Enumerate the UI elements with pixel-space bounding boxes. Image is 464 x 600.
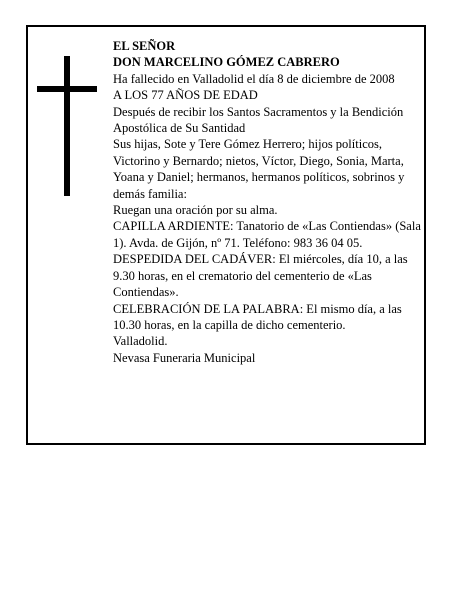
city-line: Valladolid.: [113, 334, 168, 349]
farewell-info: DESPEDIDA DEL CADÁVER: El miércoles, día 10, a las 9.30 horas, en el crematorio del cementerio de «Las Contiendas».: [113, 252, 408, 300]
family-list: Sus hijas, Sote y Tere Gómez Herrero; hijos políticos, Victorino y Bernardo; nietos, Víctor, Diego, Sonia, Marta, Yoana y Daniel; hermanos, hermanos políticos, sobrinos y demás familia:: [113, 137, 405, 201]
age-line: A LOS 77 AÑOS DE EDAD: [113, 88, 258, 103]
obituary-text: [113, 38, 423, 366]
celebration-info: CELEBRACIÓN DE LA PALABRA: El mismo día, a las 10.30 horas, en la capilla de dicho cementerio.: [113, 301, 402, 332]
sacraments-line: Después de recibir los Santos Sacramentos y la Bendición Apostólica de Su Santidad: [113, 104, 404, 136]
title-line-1: EL SEÑOR: [113, 39, 176, 53]
chapel-info: CAPILLA ARDIENTE: Tanatorio de «Las Contiendas» (Sala 1). Avda. de Gijón, nº 71. Teléfono: 983 36 04 05.: [113, 219, 421, 250]
cross-horizontal-bar: [37, 86, 97, 92]
prayer-request: Ruegan una oración por su alma.: [113, 203, 278, 218]
deceased-name: DON MARCELINO GÓMEZ CABRERO: [113, 55, 340, 70]
death-info: Ha fallecido en Valladolid el día 8 de diciembre de 2008: [113, 71, 395, 86]
cross-icon: [37, 56, 97, 196]
funeral-home: Nevasa Funeraria Municipal: [113, 350, 256, 365]
cross-vertical-bar: [64, 56, 70, 196]
